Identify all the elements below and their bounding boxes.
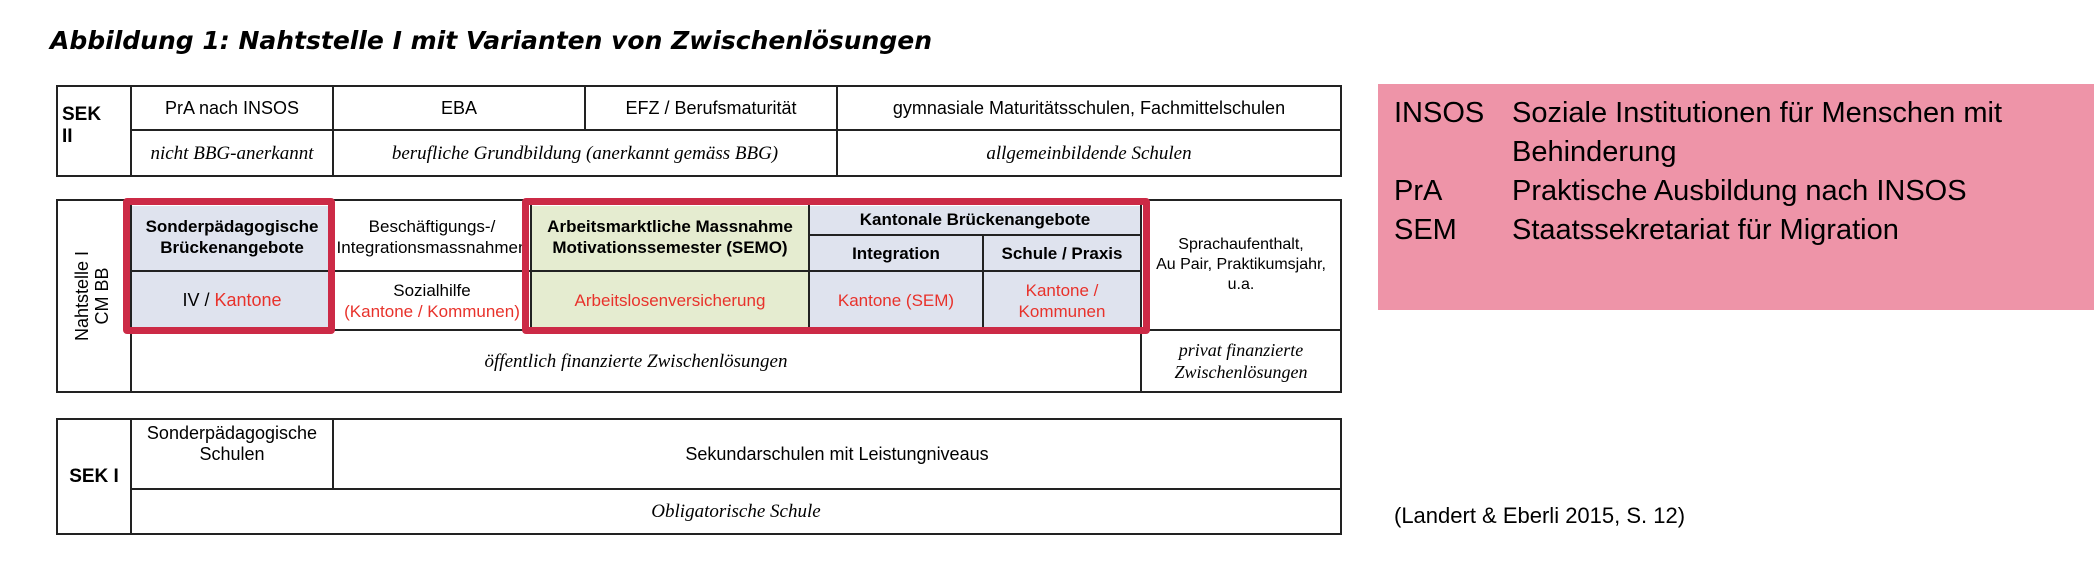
kant-sub-integration: Integration [852, 243, 940, 263]
sek2-pra: PrA nach INSOS [164, 97, 300, 118]
sek1-sonder: Sonderpädagogische Schulen [146, 423, 318, 464]
private-title: Sprachaufenthalt, Au Pair, Praktikumsjahr, u.a. [1156, 236, 1326, 293]
sek2-efz: EFZ / Berufsmaturität [625, 97, 797, 118]
legend-sem-text: Staatssekretariat für Migration [1512, 214, 1899, 246]
legend-insos-text2: Behinderung [1512, 136, 1677, 168]
kant-title: Kantonale Brückenangebote [859, 209, 1091, 229]
kant-funding-sem: Kantone (SEM) [837, 291, 955, 310]
legend-box [1378, 84, 2094, 310]
legend-insos-abbr: INSOS [1394, 97, 1485, 129]
private-label: privat finanzierte Zwischenlösungen [1174, 340, 1308, 382]
sonder-funding [132, 272, 332, 329]
legend-pra-text: Praktische Ausbildung nach INSOS [1512, 175, 1967, 207]
nahtstelle-label-line1: Nahtstelle I [72, 250, 92, 342]
citation: (Landert & Eberli 2015, S. 12) [1394, 503, 1686, 528]
sek1-label: SEK I [69, 466, 119, 487]
sek2-allgemein: allgemeinbildende Schulen [986, 142, 1192, 164]
sek2-gym: gymnasiale Maturitätsschulen, Fachmittelschulen [892, 97, 1286, 118]
besch-funding-kantone: (Kantone / Kommunen) [344, 301, 520, 321]
sek1-sekundar: Sekundarschulen mit Leistungniveaus [685, 443, 989, 464]
nahtstelle-label [72, 221, 114, 371]
sonder-funding-iv: IV / [182, 290, 215, 310]
public-label: öffentlich finanzierte Zwischenlösungen [484, 350, 788, 372]
besch-title: Beschäftigungs-/ Integrationsmassnahmen [336, 217, 528, 257]
sek2-nicht-bbg: nicht BBG-anerkannt [150, 142, 314, 164]
kant-funding-kommunen: Kantone / Kommunen [1018, 280, 1106, 321]
sonder-title: Sonderpädagogische Brückenangebote [145, 217, 319, 257]
figure-title: Abbildung 1: Nahtstelle I mit Varianten von Zwischenlösungen [50, 26, 933, 55]
sek2-eba: EBA [440, 97, 478, 118]
amm-title: Arbeitsmarktliche Massnahme Motivationssemester (SEMO) [547, 217, 793, 257]
legend-insos-text: Soziale Institutionen für Menschen mit [1512, 97, 2003, 129]
besch-funding-sozialhilfe: Sozialhilfe [393, 280, 471, 300]
nahtstelle-label-line2: CM BB [92, 267, 112, 325]
legend-sem-abbr: SEM [1394, 214, 1457, 246]
kant-sub-schule: Schule / Praxis [1001, 243, 1123, 263]
sek2-berufliche: berufliche Grundbildung (anerkannt gemäss BBG) [391, 142, 779, 164]
amm-funding: Arbeitslosenversicherung [574, 291, 766, 310]
besch-funding [334, 272, 530, 329]
sek1-oblig: Obligatorische Schule [651, 501, 821, 522]
sek2-label: SEK II [62, 104, 102, 147]
sonder-funding-kantone: Kantone [214, 290, 282, 310]
legend-pra-abbr: PrA [1394, 175, 1443, 207]
